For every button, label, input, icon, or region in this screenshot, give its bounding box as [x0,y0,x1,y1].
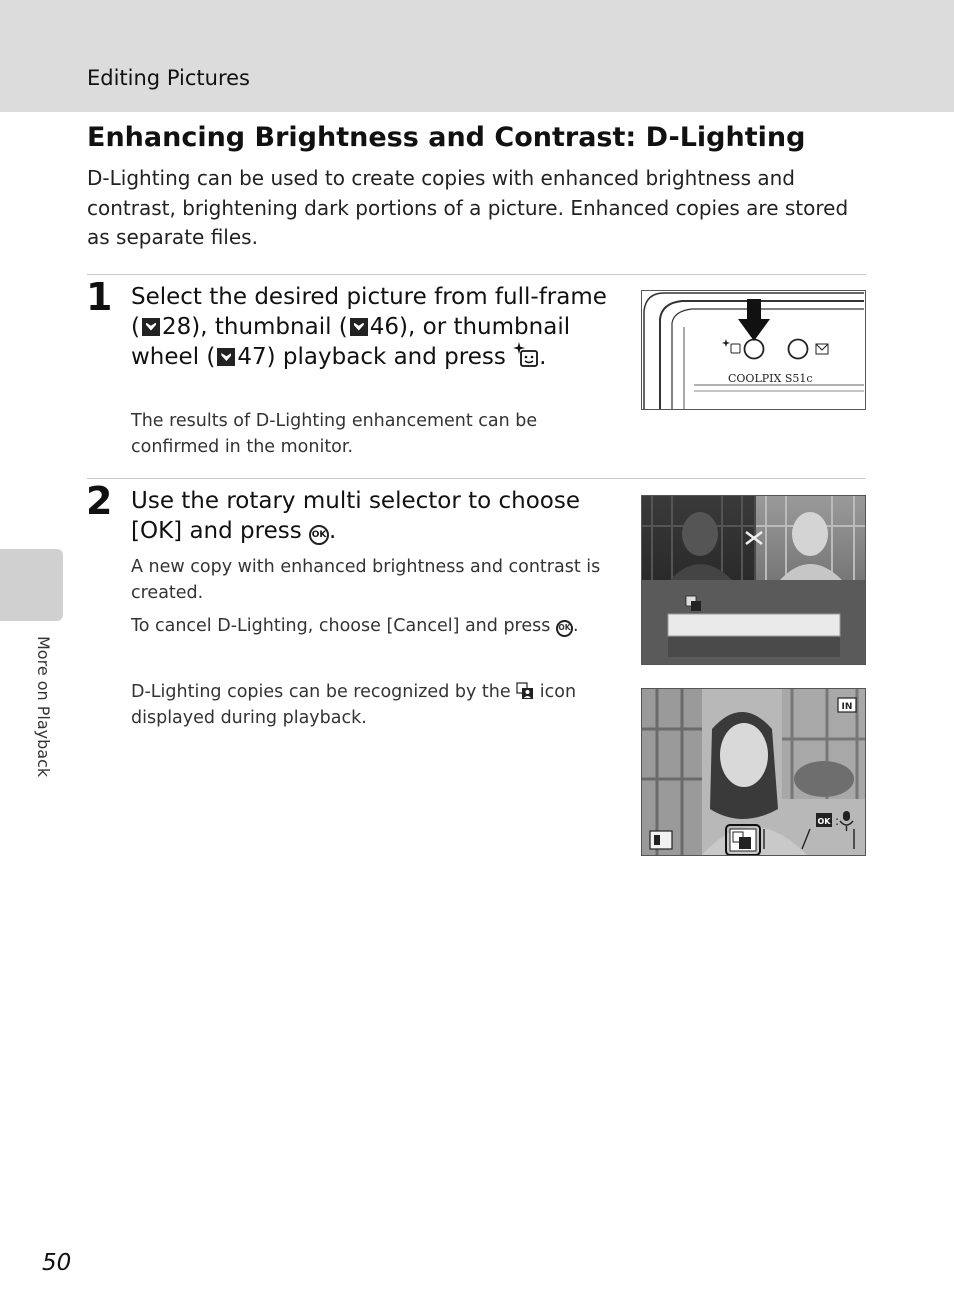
divider [87,274,866,275]
camera-drawing [642,291,865,409]
divider [87,478,866,479]
chapter-side-label: More on Playback [34,636,53,778]
header-band [0,0,954,112]
internal-memory-icon: IN [841,702,853,712]
page-title: Enhancing Brightness and Contrast: D-Lighting [87,122,806,153]
d-lighting-button-icon [513,342,539,368]
d-lighting-copy-icon [516,682,534,700]
ok-button-icon: OK [556,620,573,637]
page-reference-icon [217,348,235,366]
ok-indicator-icon: OK [817,817,831,826]
step-2-instruction: Use the rotary multi selector to choose [OK] and press OK . [131,488,581,544]
chapter-side-tab [0,549,63,621]
step-1-number: 1 [86,275,113,319]
step-1-instruction: Select the desired picture from full-frame ( 28), thumbnail ( 46), or thumbnail wheel ( 47) playback and press . [131,284,607,370]
colon-indicator: : [835,814,840,828]
camera-brand-text: COOLPIX S51c [728,372,813,385]
step-2-note-3: D-Lighting copies can be recognized by the icon displayed during playback. [131,682,577,728]
intro-paragraph: D-Lighting can be used to create copies with enhanced brightness and contrast, brightening dark portions of a picture. Enhanced copies are stored as separate files. [87,166,849,249]
section-label: Editing Pictures [87,66,250,90]
playback-screen [642,689,865,855]
page-reference-icon [142,318,160,336]
page-reference-icon [350,318,368,336]
monitor-screen [642,496,865,664]
step-2-note-1: A new copy with enhanced brightness and contrast is created. [131,557,601,603]
page-number: 50 [42,1250,72,1276]
step-1-note: The results of D-Lighting enhancement can be confirmed in the monitor. [131,411,538,457]
step-2-note-2: To cancel D-Lighting, choose [Cancel] and press OK . [131,616,579,636]
d-lighting-dialog-screenshot [641,495,866,665]
step-2-number: 2 [86,479,113,523]
playback-screenshot [641,688,866,856]
camera-illustration [641,290,866,410]
ok-button-icon: OK [309,525,329,545]
